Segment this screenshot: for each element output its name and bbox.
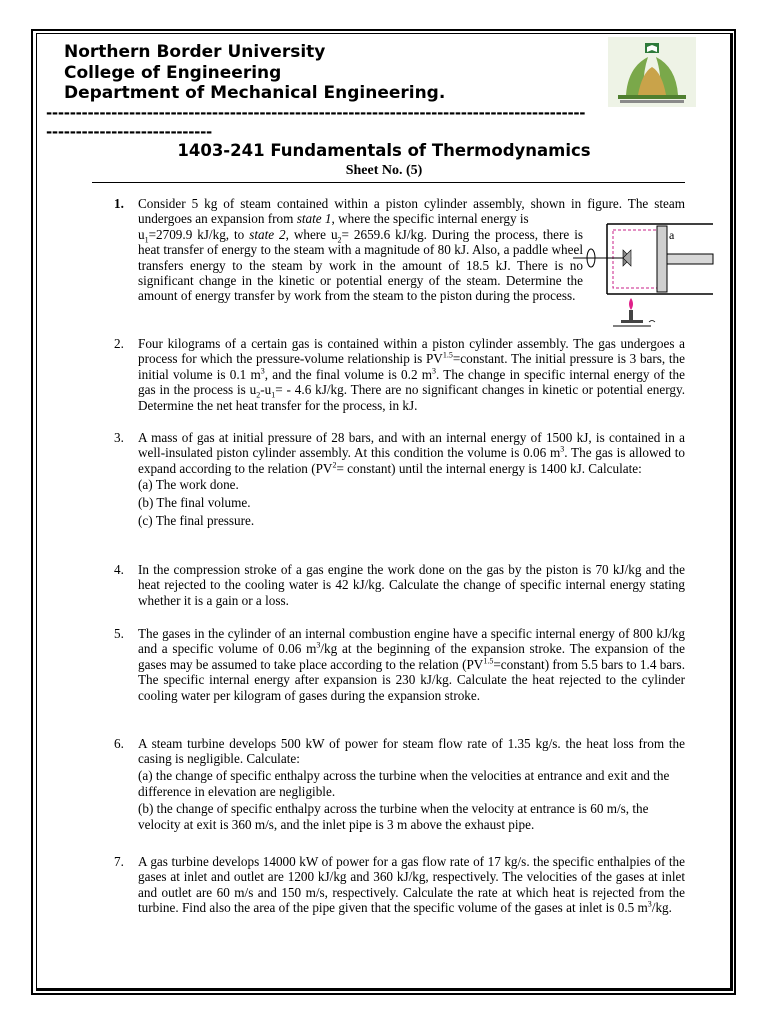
figure-label-a: a: [669, 228, 675, 242]
university-name: Northern Border University: [64, 42, 326, 62]
question-text: Four kilograms of a certain gas is contained within a piston cylinder assembly. The gas undergoes a process for which the pressure-volume relationship is $PV^{1.5}=constant$. The initial pressure is 3 bars, the initial volume is 0.1 $m^3$, and the final volume is 0.2 $m^3$. The change in specific internal energy of the gas in the process is $u_2-u_1= - 4.6$ kJ/kg. There are no significant changes in kinetic or potential energy. Determine the net heat transfer for the process, in kJ.: [138, 336, 685, 413]
question-part: (a) The work done.: [138, 477, 239, 493]
university-logo: [608, 37, 696, 107]
question-part: (b) The final volume.: [138, 495, 251, 511]
question-text: A mass of gas at initial pressure of 28 bars, and with an internal energy of 1500 kJ, is contained in a well-insulated piston cylinder assembly. At this condition the volume is 0.06 $m^3$. The gas is allowed to expand according to the relation ($PV^2=$ constant) until the internal energy is 1400 kJ. Calculate: (a) The work done. (b) The final volume. (c) The final pressure.: [138, 430, 685, 529]
title-underline: [92, 182, 685, 183]
question-number: 6.: [114, 736, 124, 751]
question-part: (b) the change of specific enthalpy across the turbine when the velocity at entrance is 60 m/s, the velocity at exit is 360 m/s, and the inlet pipe is 3 m above the exhaust pipe.: [138, 800, 649, 832]
department-name: Department of Mechanical Engineering.: [64, 83, 446, 103]
college-name: College of Engineering: [64, 63, 282, 83]
question-part: (a) the change of specific enthalpy across the turbine when the velocities at entrance and exit and the difference in elevation are negligible.: [138, 767, 670, 799]
question-lead: A steam turbine develops 500 kW of power for steam flow rate of 1.35 kg/s. the heat loss from the casing is negligible. Calculate:: [138, 736, 685, 767]
question-number: 3.: [114, 430, 124, 445]
question-number: 4.: [114, 562, 124, 577]
question-text: A gas turbine develops 14000 kW of power for a gas flow rate of 17 kg/s. the specific enthalpies of the gases at inlet and outlet are 1200 kJ/kg and 360 kJ/kg, respectively. The velocities of the gases at inlet and outlet are 60 m/s and 150 m/s, respectively. Calculate the rate at which heat is rejected from the turbine. Find also the area of the pipe given that the specific volume of the gases at inlet is 0.5 $m^3/kg$.: [138, 854, 685, 916]
course-title: 1403-241 Fundamentals of Thermodynamics: [177, 141, 591, 160]
separator-dashes-1: -------------------------------------------------------------------------------------------: [46, 104, 586, 122]
question-text: The gases in the cylinder of an internal combustion engine have a specific internal energy of 800 kJ/kg and a specific volume of 0.06 $m^3/kg$ at the beginning of the expansion stroke. The expansion of the gases may be assumed to take place according to the relation $(PV^{1.5}=constant)$ from 5.5 bars to 1.4 bars. The specific internal energy after expansion is 230 kJ/kg. Calculate the heat rejected to the cylinder cooling water per kilogram of gases during the expansion stroke.: [138, 626, 685, 703]
question-text: [138, 736, 685, 833]
question-number: 5.: [114, 626, 124, 641]
question-number: 7.: [114, 854, 124, 869]
question-text: In the compression stroke of a gas engine the work done on the gas by the piston is 70 kJ/kg and the heat rejected to the cooling water is 42 kJ/kg. Calculate the change of specific internal energy stating whether it is a gain or a loss.: [138, 562, 685, 608]
separator-dashes-2: ----------------------------: [46, 123, 212, 141]
question-text: Consider 5 kg of steam contained within a piston cylinder assembly, shown in figure. The steam undergoes an expansion from state 1, where the specific internal energy is $u_1=2709.9$ kJ/kg, to state 2, where $u_2= 2659.6$ kJ/kg. During the process, there is heat transfer of energy to the steam with a magnitude of 80 kJ. Also, a paddle wheel transfers energy to the steam by work in the amount of 18.5 kJ. There is no significant change in the kinetic or potential energy of the steam. Determine the amount of energy transfer by work from the steam to the piston during the process.: [138, 196, 685, 304]
sheet-title: Sheet No. (5): [345, 163, 423, 178]
question-number: 1.: [114, 196, 124, 211]
question-number: 2.: [114, 336, 124, 351]
question-part: (c) The final pressure.: [138, 513, 255, 529]
